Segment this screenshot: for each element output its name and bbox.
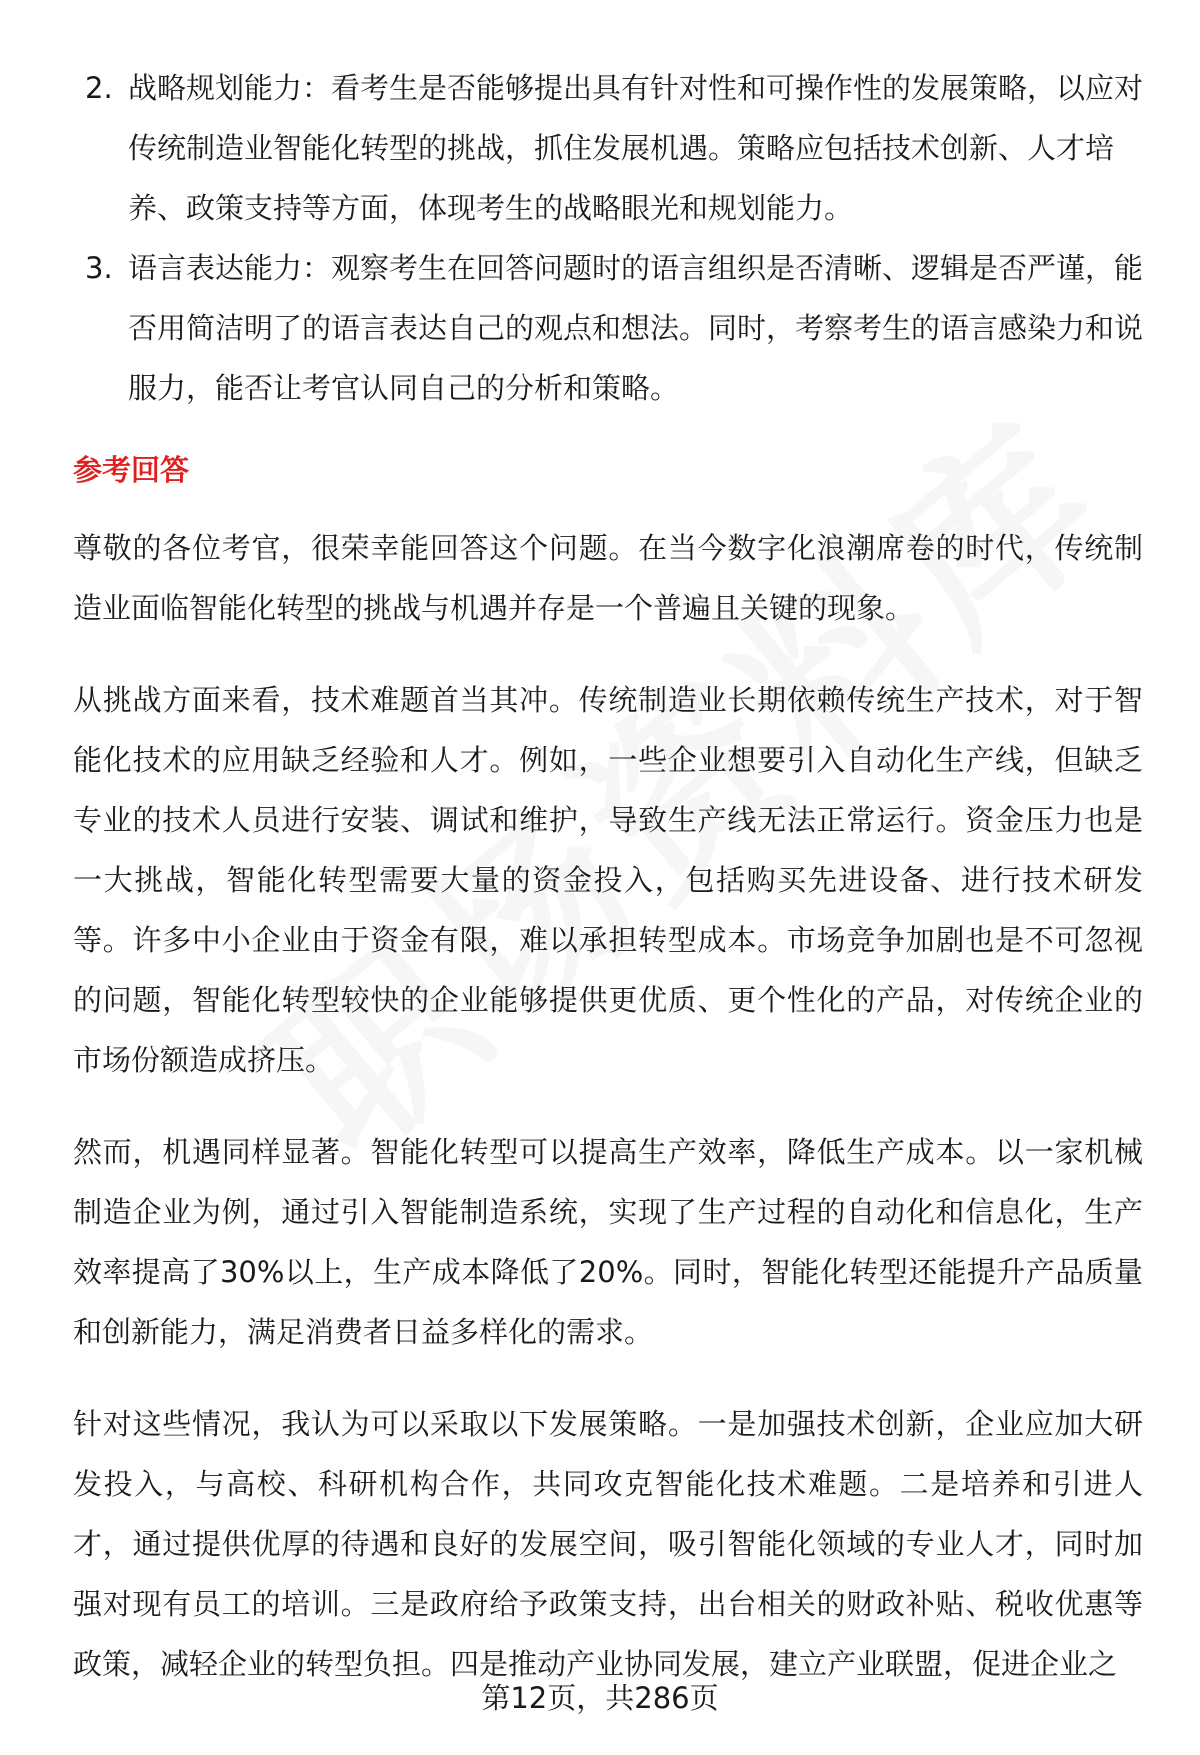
paragraph: 从挑战方面来看，技术难题首当其冲。传统制造业长期依赖传统生产技术，对于智能化技术的应用缺乏经验和人才。例如，一些企业想要引入自动化生产线，但缺乏专业的技术人员进行安装、调试和维护，导致生产线无法正常运行。资金压力也是一大挑战，智能化转型需要大量的资金投入，包括购买先进设备、进行技术研发等。许多中小企业由于资金有限，难以承担转型成本。市场竞争加剧也是不可忽视的问题，智能化转型较快的企业能够提供更优质、更个性化的产品，对传统企业的市场份额造成挤压。 xyxy=(73,683,1143,1077)
document-body xyxy=(73,58,1143,1726)
list-item-number: 2. xyxy=(85,71,113,105)
list-item-text: 语言表达能力：观察考生在回答问题时的语言组织是否清晰、逻辑是否严谨，能否用简洁明了的语言表达自己的观点和想法。同时，考察考生的语言感染力和说服力，能否让考官认同自己的分析和策略。 xyxy=(128,251,1144,405)
page-number: 第12页，共286页 xyxy=(481,1681,719,1715)
reference-answer-heading: 参考回答 xyxy=(73,453,190,487)
list-item xyxy=(73,238,1143,418)
evaluation-criteria-list xyxy=(73,58,1143,418)
paragraph: 针对这些情况，我认为可以采取以下发展策略。一是加强技术创新，企业应加大研发投入，与高校、科研机构合作，共同攻克智能化技术难题。二是培养和引进人才，通过提供优厚的待遇和良好的发展空间，吸引智能化领域的专业人才，同时加强对现有员工的培训。三是政府给予政策支持，出台相关的财政补贴、税收优惠等政策，减轻企业的转型负担。四是推动产业协同发展，建立产业联盟，促进企业之 xyxy=(73,1407,1143,1681)
paragraph: 尊敬的各位考官，很荣幸能回答这个问题。在当今数字化浪潮席卷的时代，传统制造业面临智能化转型的挑战与机遇并存是一个普遍且关键的现象。 xyxy=(73,531,1143,625)
paragraph: 然而，机遇同样显著。智能化转型可以提高生产效率，降低生产成本。以一家机械制造企业为例，通过引入智能制造系统，实现了生产过程的自动化和信息化，生产效率提高了30%以上，生产成本降低了20%。同时，智能化转型还能提升产品质量和创新能力，满足消费者日益多样化的需求。 xyxy=(73,1135,1143,1349)
list-item-text: 战略规划能力：看考生是否能够提出具有针对性和可操作性的发展策略，以应对传统制造业智能化转型的挑战，抓住发展机遇。策略应包括技术创新、人才培养、政策支持等方面，体现考生的战略眼光和规划能力。 xyxy=(128,71,1144,225)
list-item-number: 3. xyxy=(85,251,113,285)
list-item xyxy=(73,58,1143,238)
